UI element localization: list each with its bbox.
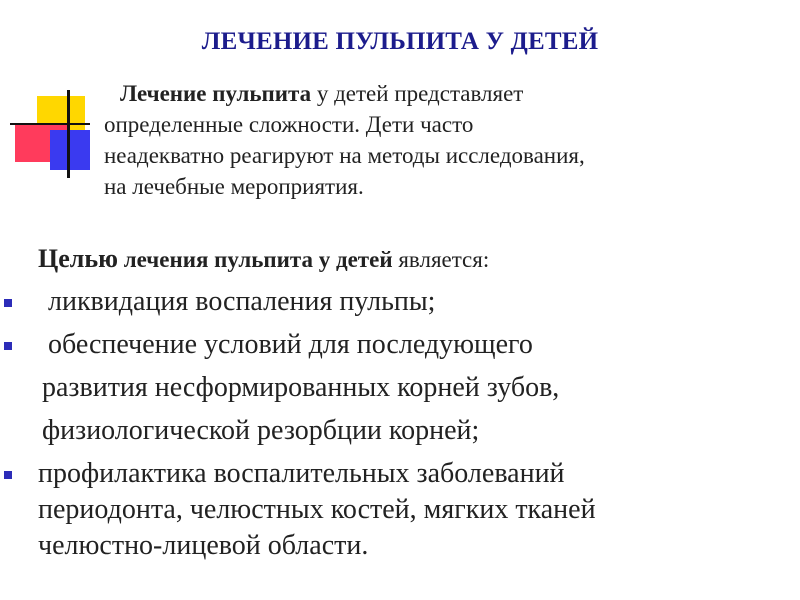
- vertical-line: [67, 90, 70, 178]
- list-item-line: профилактика воспалительных заболеваний: [38, 458, 565, 489]
- bullet-square-icon: [4, 471, 12, 479]
- goal-rest: является:: [392, 247, 490, 272]
- intro-paragraph: [104, 78, 764, 202]
- slide-title: ЛЕЧЕНИЕ ПУЛЬПИТА У ДЕТЕЙ: [201, 28, 599, 55]
- list-item: [0, 455, 800, 565]
- goal-bold-text: лечения пульпита у детей: [117, 247, 393, 272]
- intro-line-4: на лечебные мероприятия.: [104, 174, 364, 199]
- blue-square: [50, 130, 90, 170]
- list-item-line: челюстно-лицевой области.: [38, 530, 369, 561]
- intro-line-3: неадекватно реагируют на методы исследования,: [104, 143, 585, 168]
- bullet-square-icon: [4, 299, 12, 307]
- list-item-line: развития несформированных корней зубов,: [42, 372, 560, 403]
- goals-list: [0, 283, 800, 565]
- horizontal-line: [10, 123, 90, 125]
- goal-heading: [38, 244, 489, 274]
- bullet-square-icon: [4, 342, 12, 350]
- list-item-line: обеспечение условий для последующего: [48, 329, 533, 360]
- list-item-line: физиологической резорбции корней;: [42, 415, 480, 446]
- list-item-line: периодонта, челюстных костей, мягких тканей: [38, 494, 596, 525]
- intro-line-2: определенные сложности. Дети часто: [104, 112, 474, 137]
- intro-bold-lead: Лечение пульпита: [120, 81, 312, 106]
- list-item: [0, 326, 800, 450]
- list-item-line: ликвидация воспаления пульпы;: [48, 286, 436, 317]
- intro-line-1: [104, 78, 764, 109]
- goal-word: Целью: [38, 244, 118, 273]
- list-item: [0, 283, 800, 321]
- intro-line-1-rest: у детей представляет: [311, 81, 524, 106]
